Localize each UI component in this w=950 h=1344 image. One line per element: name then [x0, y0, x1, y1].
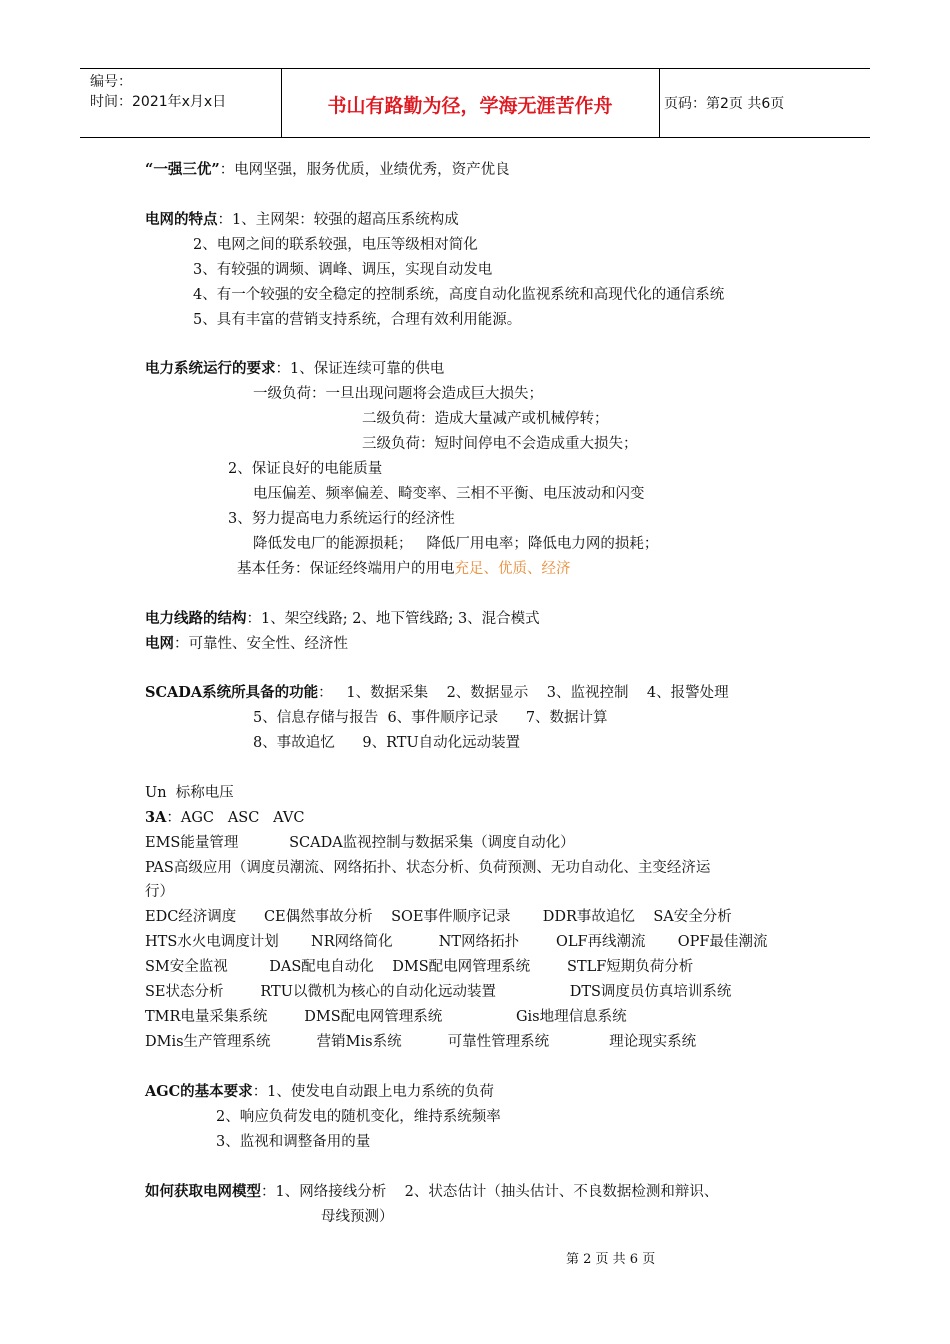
line-grid-features: 电网的特点：1、主网架：较强的超高压系统构成: [145, 211, 459, 228]
text-line: TMR电量采集系统 DMS配电网管理系统 Gis地理信息系统: [145, 1009, 627, 1025]
page-footer: 第 2 页 共 6 页: [566, 1252, 656, 1267]
text-line: 三级负荷：短时间停电不会造成重大损失；: [362, 436, 638, 452]
line-grid-model: 如何获取电网模型：1、网络接线分析 2、状态估计（抽头估计、不良数据检测和辩识、: [145, 1183, 719, 1200]
text-line: 3、有较强的调频、调峰、调压，实现自动发电: [193, 262, 493, 278]
doc-date: 时间：2021年x月x日: [90, 94, 227, 110]
text-line: 8、事故追忆 9、RTU自动化远动装置: [253, 735, 521, 751]
text-line: 行）: [145, 884, 174, 900]
page-header: [80, 68, 870, 138]
line-line-structure: 电力线路的结构：1、架空线路; 2、地下管线路; 3、混合模式: [145, 610, 540, 627]
text-line: SM安全监视 DAS配电自动化 DMS配电网管理系统 STLF短期负荷分析: [145, 959, 694, 975]
doc-number: 编号：: [90, 74, 132, 90]
text-line: EMS能量管理 SCADA监视控制与数据采集（调度自动化）: [145, 835, 575, 851]
line-basic-task: 基本任务：保证经终端用户的用电充足、优质、经济: [237, 561, 571, 577]
header-meta: [90, 72, 226, 112]
text-line: HTS水火电调度计划 NR网络简化 NT网络拓扑 OLF再线潮流 OPF最佳潮流: [145, 934, 768, 950]
line-scada-functions: SCADA系统所具备的功能： 1、数据采集 2、数据显示 3、监视控制 4、报警处理: [145, 684, 729, 701]
header-divider: [659, 69, 660, 137]
text-line: Un 标称电压: [145, 785, 234, 801]
text-line: 一级负荷：一旦出现问题将会造成巨大损失；: [253, 386, 543, 402]
text-line: 3、监视和调整备用的量: [216, 1134, 371, 1150]
text-line: 降低发电厂的能源损耗； 降低厂用电率；降低电力网的损耗；: [253, 536, 659, 552]
header-page-number: 页码：第2页 共6页: [664, 96, 785, 112]
text-line: 2、保证良好的电能质量: [228, 461, 383, 477]
header-motto: 书山有路勤为径，学海无涯苦作舟: [327, 95, 613, 117]
text-line: 2、响应负荷发电的随机变化，维持系统频率: [216, 1109, 501, 1125]
text-line: 二级负荷：造成大量减产或机械停转；: [362, 411, 609, 427]
text-line: 5、信息存储与报告 6、事件顺序记录 7、数据计算: [253, 710, 608, 726]
line-agc-requirements: AGC的基本要求：1、使发电自动跟上电力系统的负荷: [145, 1083, 494, 1100]
text-line: 3、努力提高电力系统运行的经济性: [228, 511, 455, 527]
text-line: PAS高级应用（调度员潮流、网络拓扑、状态分析、负荷预测、无功自动化、主变经济运: [145, 860, 711, 876]
text-line: DMis生产管理系统 营销Mis系统 可靠性管理系统 理论现实系统: [145, 1034, 697, 1050]
line-grid-properties: 电网：可靠性、安全性、经济性: [145, 635, 348, 652]
text-line: 4、有一个较强的安全稳定的控制系统，高度自动化监视系统和高现代化的通信系统: [193, 287, 725, 303]
text-line: 电压偏差、频率偏差、畸变率、三相不平衡、电压波动和闪变: [253, 486, 645, 502]
text-line: 2、电网之间的联系较强，电压等级相对简化: [193, 237, 478, 253]
text-line: EDC经济调度 CE偶然事故分析 SOE事件顺序记录 DDR事故追忆 SA安全分析: [145, 909, 732, 925]
text-line: 母线预测）: [321, 1209, 394, 1225]
line-3a: 3A：AGC ASC AVC: [145, 809, 305, 826]
text-line: SE状态分析 RTU以微机为核心的自动化远动装置 DTS调度员仿真培训系统: [145, 984, 732, 1000]
text-line: 5、具有丰富的营销支持系统，合理有效利用能源。: [193, 312, 522, 328]
line-strong-grid: “一强三优”：电网坚强，服务优质，业绩优秀，资产优良: [145, 161, 510, 178]
line-operation-requirements: 电力系统运行的要求：1、保证连续可靠的供电: [145, 360, 445, 377]
